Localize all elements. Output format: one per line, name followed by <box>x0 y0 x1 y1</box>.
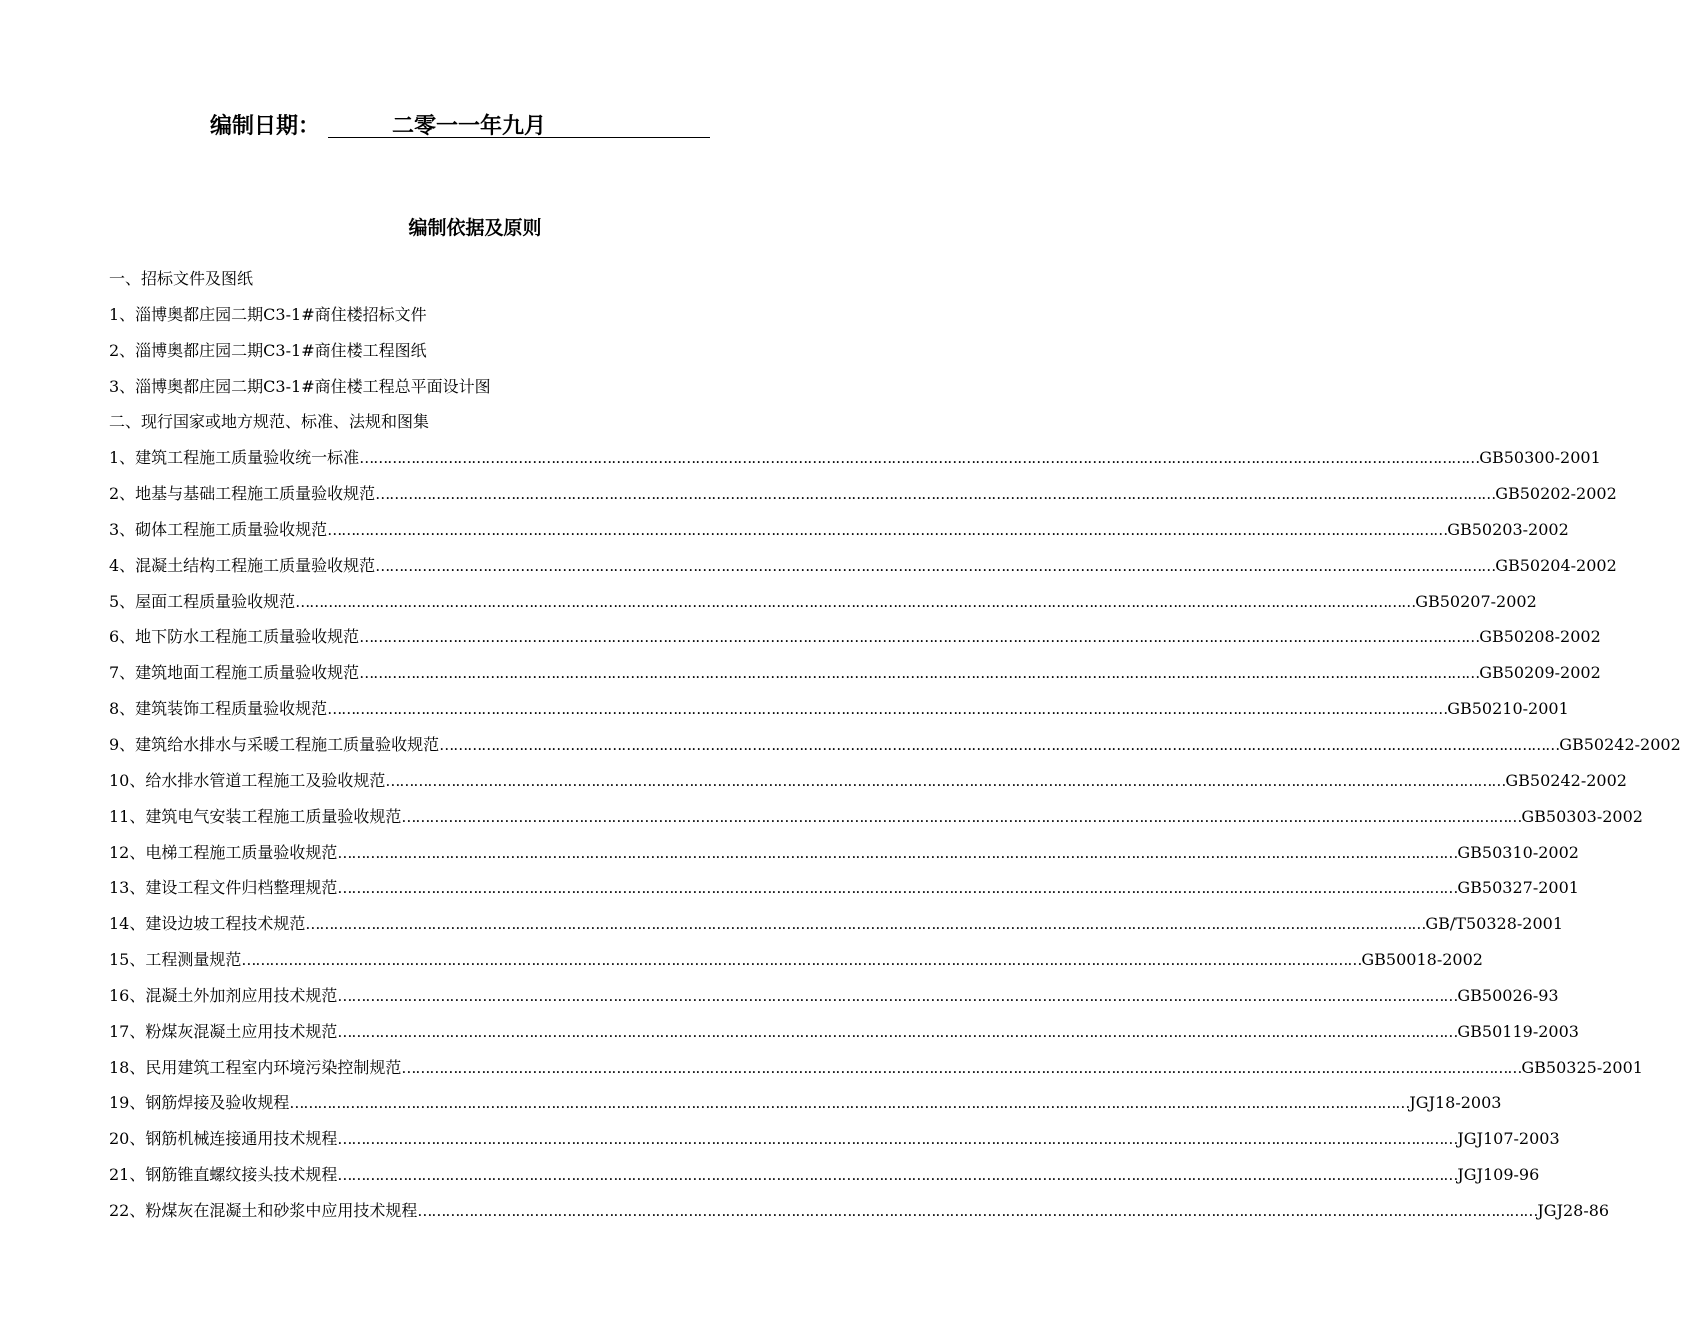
dot-leader: …………………………………………………………………………………………………………………………………………………………………………………………………………………… <box>337 1166 1458 1185</box>
standard-item <box>109 1054 1643 1090</box>
compile-date-line <box>210 112 710 142</box>
standard-code: GB50209-2002 <box>1479 663 1601 683</box>
standard-code: GB50202-2002 <box>1495 484 1617 504</box>
standard-item <box>109 1125 1560 1161</box>
item-title: 15、工程测量规范 <box>109 950 242 970</box>
dot-leader: …………………………………………………………………………………………………………………………………………………………………………………………………………………… <box>359 664 1480 683</box>
item-title: 19、钢筋焊接及验收规程 <box>109 1093 290 1113</box>
dot-leader: …………………………………………………………………………………………………………………………………………………………………………………………………………………… <box>401 1058 1522 1077</box>
standard-item <box>109 1197 1610 1233</box>
standard-item <box>109 1089 1502 1125</box>
standard-code: JGJ18-2003 <box>1409 1093 1502 1113</box>
dot-leader: …………………………………………………………………………………………………………………………………………………………………………………………………………………… <box>337 986 1458 1005</box>
dot-leader: …………………………………………………………………………………………………………………………………………………………………………………………………………………… <box>375 485 1496 504</box>
compile-date-value: 二零一一年九月 <box>328 112 710 138</box>
dot-leader: …………………………………………………………………………………………………………………………………………………………………………………………………………………… <box>417 1201 1538 1220</box>
dot-leader: …………………………………………………………………………………………………………………………………………………………………………………………………………………… <box>337 879 1458 898</box>
item-title: 20、钢筋机械连接通用技术规程 <box>109 1129 338 1149</box>
standard-item <box>109 839 1579 875</box>
list-heading-item <box>109 301 809 337</box>
standard-code: GB50242-2002 <box>1559 734 1681 754</box>
standard-item <box>109 1161 1540 1197</box>
standard-code: JGJ28-86 <box>1537 1200 1610 1220</box>
item-title: 1、淄博奥都庄园二期C3-1#商住楼招标文件 <box>109 304 427 324</box>
item-title: 8、建筑装饰工程质量验收规范 <box>109 699 328 719</box>
standard-item <box>109 588 1537 624</box>
item-title: 18、民用建筑工程室内环境污染控制规范 <box>109 1057 402 1077</box>
standard-item <box>109 444 1601 480</box>
standard-code: GB50208-2002 <box>1479 627 1601 647</box>
dot-leader: …………………………………………………………………………………………………………………………………………………………………………………………………………………… <box>439 735 1560 754</box>
standard-code: GB50300-2001 <box>1479 448 1601 468</box>
dot-leader: …………………………………………………………………………………………………………………………………………………………………………………………………………………… <box>241 951 1362 970</box>
standard-code: GB50018-2002 <box>1361 950 1483 970</box>
standard-code: GB50204-2002 <box>1495 555 1617 575</box>
item-title: 12、电梯工程施工质量验收规范 <box>109 842 338 862</box>
standard-item <box>109 516 1569 552</box>
standard-item <box>109 946 1483 982</box>
standard-code: GB50210-2001 <box>1447 699 1569 719</box>
dot-leader: …………………………………………………………………………………………………………………………………………………………………………………………………………………… <box>327 700 1448 719</box>
item-title: 7、建筑地面工程施工质量验收规范 <box>109 663 360 683</box>
item-title: 11、建筑电气安装工程施工质量验收规范 <box>109 806 402 826</box>
standard-code: GB50303-2002 <box>1521 806 1643 826</box>
dot-leader: …………………………………………………………………………………………………………………………………………………………………………………………………………………… <box>359 628 1480 647</box>
standard-code: GB/T50328-2001 <box>1425 914 1563 934</box>
item-title: 22、粉煤灰在混凝土和砂浆中应用技术规程 <box>109 1200 418 1220</box>
standard-code: GB50327-2001 <box>1457 878 1579 898</box>
standard-item <box>109 1018 1579 1054</box>
item-title: 4、混凝土结构工程施工质量验收规范 <box>109 555 376 575</box>
dot-leader: …………………………………………………………………………………………………………………………………………………………………………………………………………………… <box>337 1130 1458 1149</box>
standard-code: GB50119-2003 <box>1457 1021 1579 1041</box>
item-title: 9、建筑给水排水与采暖工程施工质量验收规范 <box>109 734 440 754</box>
dot-leader: …………………………………………………………………………………………………………………………………………………………………………………………………………………… <box>359 449 1480 468</box>
standard-code: GB50203-2002 <box>1447 519 1569 539</box>
standard-code: GB50310-2002 <box>1457 842 1579 862</box>
standard-item <box>109 695 1569 731</box>
list-heading-item <box>109 337 809 373</box>
section-title: 编制依据及原则 <box>408 217 542 239</box>
item-title: 14、建设边坡工程技术规范 <box>109 914 306 934</box>
dot-leader: …………………………………………………………………………………………………………………………………………………………………………………………………………………… <box>289 1094 1410 1113</box>
dot-leader: …………………………………………………………………………………………………………………………………………………………………………………………………………………… <box>305 915 1426 934</box>
standard-item <box>109 874 1579 910</box>
dot-leader: …………………………………………………………………………………………………………………………………………………………………………………………………………………… <box>337 1022 1458 1041</box>
dot-leader: …………………………………………………………………………………………………………………………………………………………………………………………………………………… <box>295 592 1416 611</box>
standard-code: GB50026-93 <box>1457 985 1559 1005</box>
item-title: 一、招标文件及图纸 <box>109 269 254 288</box>
standard-code: JGJ107-2003 <box>1457 1129 1560 1149</box>
compile-date-label: 编制日期： <box>210 114 321 139</box>
item-title: 21、钢筋锥直螺纹接头技术规程 <box>109 1165 338 1185</box>
standard-item <box>109 480 1617 516</box>
item-title: 17、粉煤灰混凝土应用技术规范 <box>109 1021 338 1041</box>
item-title: 3、淄博奥都庄园二期C3-1#商住楼工程总平面设计图 <box>109 376 491 396</box>
standard-item <box>109 767 1627 803</box>
item-title: 6、地下防水工程施工质量验收规范 <box>109 627 360 647</box>
item-title: 10、给水排水管道工程施工及验收规范 <box>109 770 386 790</box>
item-title: 16、混凝土外加剂应用技术规范 <box>109 985 338 1005</box>
item-title: 2、淄博奥都庄园二期C3-1#商住楼工程图纸 <box>109 340 427 360</box>
standard-code: GB50242-2002 <box>1505 770 1627 790</box>
standard-item <box>109 552 1617 588</box>
item-title: 13、建设工程文件归档整理规范 <box>109 878 338 898</box>
standard-code: GB50207-2002 <box>1415 591 1537 611</box>
list-heading-item <box>109 265 809 301</box>
item-title: 二、现行国家或地方规范、标准、法规和图集 <box>109 412 430 432</box>
standard-code: GB50325-2001 <box>1521 1057 1643 1077</box>
item-title: 1、建筑工程施工质量验收统一标准 <box>109 448 360 468</box>
standard-item <box>109 803 1643 839</box>
standard-item <box>109 982 1559 1018</box>
dot-leader: …………………………………………………………………………………………………………………………………………………………………………………………………………………… <box>337 843 1458 862</box>
dot-leader: …………………………………………………………………………………………………………………………………………………………………………………………………………………… <box>385 771 1506 790</box>
standard-item <box>109 731 1681 767</box>
dot-leader: …………………………………………………………………………………………………………………………………………………………………………………………………………………… <box>327 520 1448 539</box>
basis-list <box>109 265 1681 1233</box>
standard-item <box>109 659 1601 695</box>
list-heading-item <box>109 408 809 444</box>
dot-leader: …………………………………………………………………………………………………………………………………………………………………………………………………………………… <box>401 807 1522 826</box>
item-title: 2、地基与基础工程施工质量验收规范 <box>109 484 376 504</box>
standard-item <box>109 910 1563 946</box>
standard-item <box>109 623 1601 659</box>
standard-code: JGJ109-96 <box>1457 1165 1540 1185</box>
item-title: 3、砌体工程施工质量验收规范 <box>109 519 328 539</box>
list-heading-item <box>109 373 809 409</box>
item-title: 5、屋面工程质量验收规范 <box>109 591 296 611</box>
dot-leader: …………………………………………………………………………………………………………………………………………………………………………………………………………………… <box>375 556 1496 575</box>
